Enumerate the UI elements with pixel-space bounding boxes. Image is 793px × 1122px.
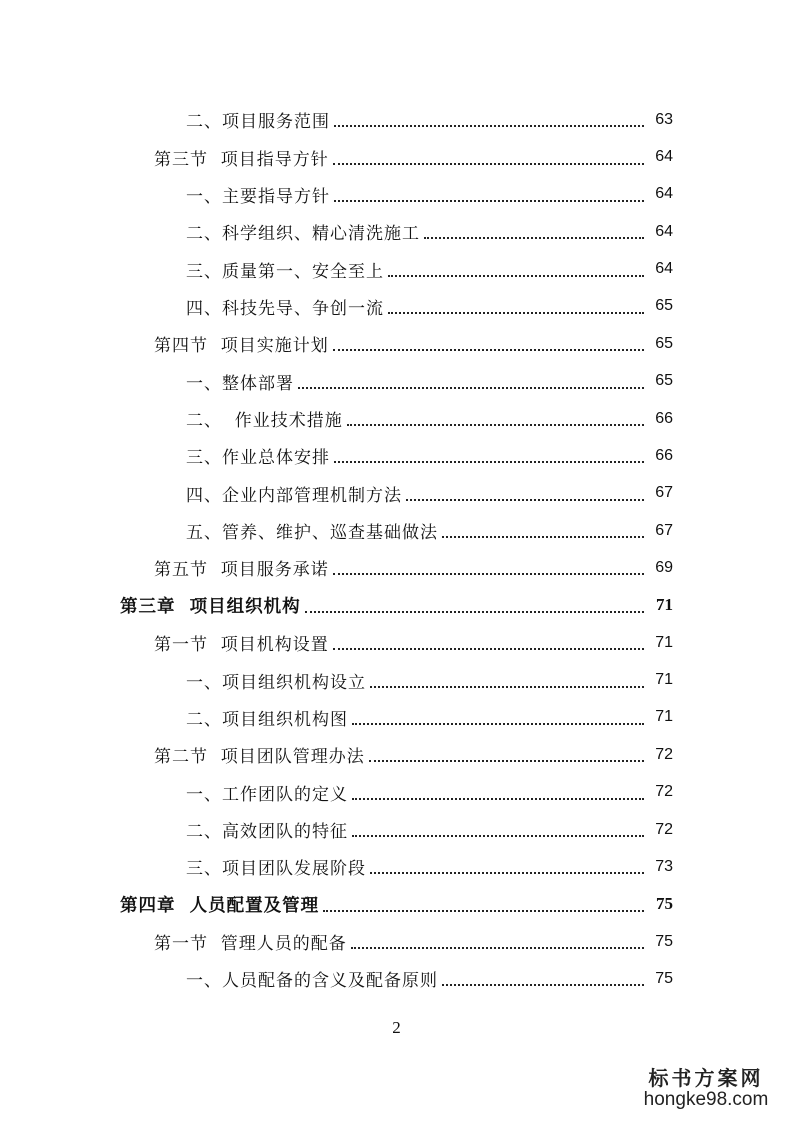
toc-entry[interactable]: [0, 138, 793, 175]
watermark-logo: [631, 1062, 781, 1114]
toc-entry-label: 第四章 人员配置及管理: [120, 895, 320, 916]
watermark-name: 标书方案网: [648, 1066, 764, 1090]
dot-leader: [352, 722, 644, 725]
toc-entry-label: 第四节 项目实施计划: [154, 336, 329, 357]
toc-entry[interactable]: [0, 549, 793, 586]
dot-leader: [406, 498, 644, 501]
toc-entry-label: 三、作业总体安排: [186, 448, 330, 469]
toc-entry[interactable]: [0, 736, 793, 773]
toc-entry[interactable]: [0, 773, 793, 810]
toc-entry-label: 一、主要指导方针: [186, 186, 330, 207]
dot-leader: [298, 386, 644, 389]
toc-entry-label: 三、项目团队发展阶段: [186, 859, 366, 880]
dot-leader: [442, 983, 644, 986]
toc-entry-label: 第一节 管理人员的配备: [154, 934, 347, 955]
toc-entry-label: 二、 作业技术措施: [186, 411, 343, 432]
toc-entry-label: 一、工作团队的定义: [186, 784, 348, 805]
toc-entry-page: 66: [655, 446, 673, 464]
toc-entry[interactable]: [0, 176, 793, 213]
toc-entry-label: 四、企业内部管理机制方法: [186, 485, 402, 506]
dot-leader: [333, 348, 644, 351]
toc-entry-page: 72: [655, 745, 673, 763]
toc-entry[interactable]: [0, 587, 793, 624]
dot-leader: [369, 759, 644, 762]
toc-entry-page: 71: [656, 595, 673, 615]
toc-entry[interactable]: [0, 811, 793, 848]
toc-entry-page: 64: [655, 260, 673, 278]
dot-leader: [334, 199, 644, 202]
toc-entry[interactable]: [0, 213, 793, 250]
toc-entry[interactable]: [0, 363, 793, 400]
toc-entry-page: 66: [655, 409, 673, 427]
toc-entry-page: 71: [655, 708, 673, 726]
dot-leader: [370, 871, 644, 874]
toc-entry-label: 二、高效团队的特征: [186, 822, 348, 842]
toc-entry-label: 第三章 项目组织机构: [120, 596, 301, 617]
toc-entry-page: 75: [655, 969, 673, 987]
toc-entry-label: 第一节 项目机构设置: [154, 635, 329, 656]
toc-entry-label: 二、项目服务范围: [186, 112, 330, 133]
dot-leader: [323, 909, 644, 912]
toc-entry[interactable]: [0, 848, 793, 885]
dot-leader: [388, 274, 644, 277]
dot-leader: [352, 834, 644, 837]
toc-entry-page: 65: [655, 297, 673, 315]
toc-entry-label: 五、管养、维护、巡查基础做法: [186, 523, 438, 544]
table-of-contents: [0, 101, 793, 998]
toc-entry-page: 65: [655, 334, 673, 352]
toc-entry-label: 一、人员配备的含义及配备原则: [186, 971, 438, 992]
toc-entry-label: 四、科技先导、争创一流: [186, 298, 384, 319]
toc-entry[interactable]: [0, 437, 793, 474]
toc-entry[interactable]: [0, 699, 793, 736]
toc-entry-page: 69: [655, 558, 673, 576]
toc-entry-label: 一、整体部署: [186, 373, 294, 394]
toc-entry-page: 63: [655, 110, 673, 128]
dot-leader: [370, 685, 644, 688]
dot-leader: [334, 460, 644, 463]
toc-entry[interactable]: [0, 400, 793, 437]
dot-leader: [442, 535, 644, 538]
toc-entry-label: 二、科学组织、精心清洗施工: [186, 224, 420, 245]
dot-leader: [334, 124, 644, 127]
toc-entry-page: 64: [655, 148, 673, 166]
toc-entry-page: 75: [655, 932, 673, 950]
toc-entry[interactable]: [0, 250, 793, 287]
toc-entry-page: 65: [655, 372, 673, 390]
dot-leader: [333, 162, 644, 165]
toc-entry-page: 64: [655, 185, 673, 203]
toc-entry[interactable]: [0, 960, 793, 997]
dot-leader: [352, 797, 644, 800]
watermark-url: hongke98.com: [643, 1089, 769, 1110]
toc-entry[interactable]: [0, 624, 793, 661]
toc-entry-page: 73: [655, 857, 673, 875]
toc-entry-label: 第五节 项目服务承诺: [154, 560, 329, 581]
toc-entry-page: 72: [655, 783, 673, 801]
toc-entry-label: 第三节 项目指导方针: [154, 149, 329, 170]
toc-entry[interactable]: [0, 661, 793, 698]
dot-leader: [305, 610, 644, 613]
toc-entry-label: 二、项目组织机构图: [186, 709, 348, 730]
toc-entry[interactable]: [0, 325, 793, 362]
page-number: 2: [392, 1018, 401, 1037]
toc-entry-page: 71: [655, 671, 673, 689]
dot-leader: [388, 311, 644, 314]
toc-entry-page: 75: [656, 894, 673, 914]
toc-entry-page: 72: [655, 820, 673, 838]
toc-entry[interactable]: [0, 101, 793, 138]
toc-entry-label: 三、质量第一、安全至上: [186, 261, 384, 282]
toc-entry[interactable]: [0, 475, 793, 512]
toc-entry[interactable]: [0, 512, 793, 549]
dot-leader: [333, 572, 644, 575]
toc-entry-page: 71: [655, 633, 673, 651]
dot-leader: [333, 647, 644, 650]
toc-entry-label: 第二节 项目团队管理办法: [154, 747, 365, 768]
toc-entry-page: 67: [655, 484, 673, 502]
toc-entry[interactable]: [0, 288, 793, 325]
toc-entry-label: 一、项目组织机构设立: [186, 672, 366, 693]
toc-entry[interactable]: [0, 886, 793, 923]
toc-entry-page: 67: [655, 521, 673, 539]
toc-entry[interactable]: [0, 923, 793, 960]
dot-leader: [351, 946, 644, 949]
dot-leader: [347, 423, 644, 426]
dot-leader: [424, 236, 644, 239]
toc-entry-page: 64: [655, 222, 673, 240]
